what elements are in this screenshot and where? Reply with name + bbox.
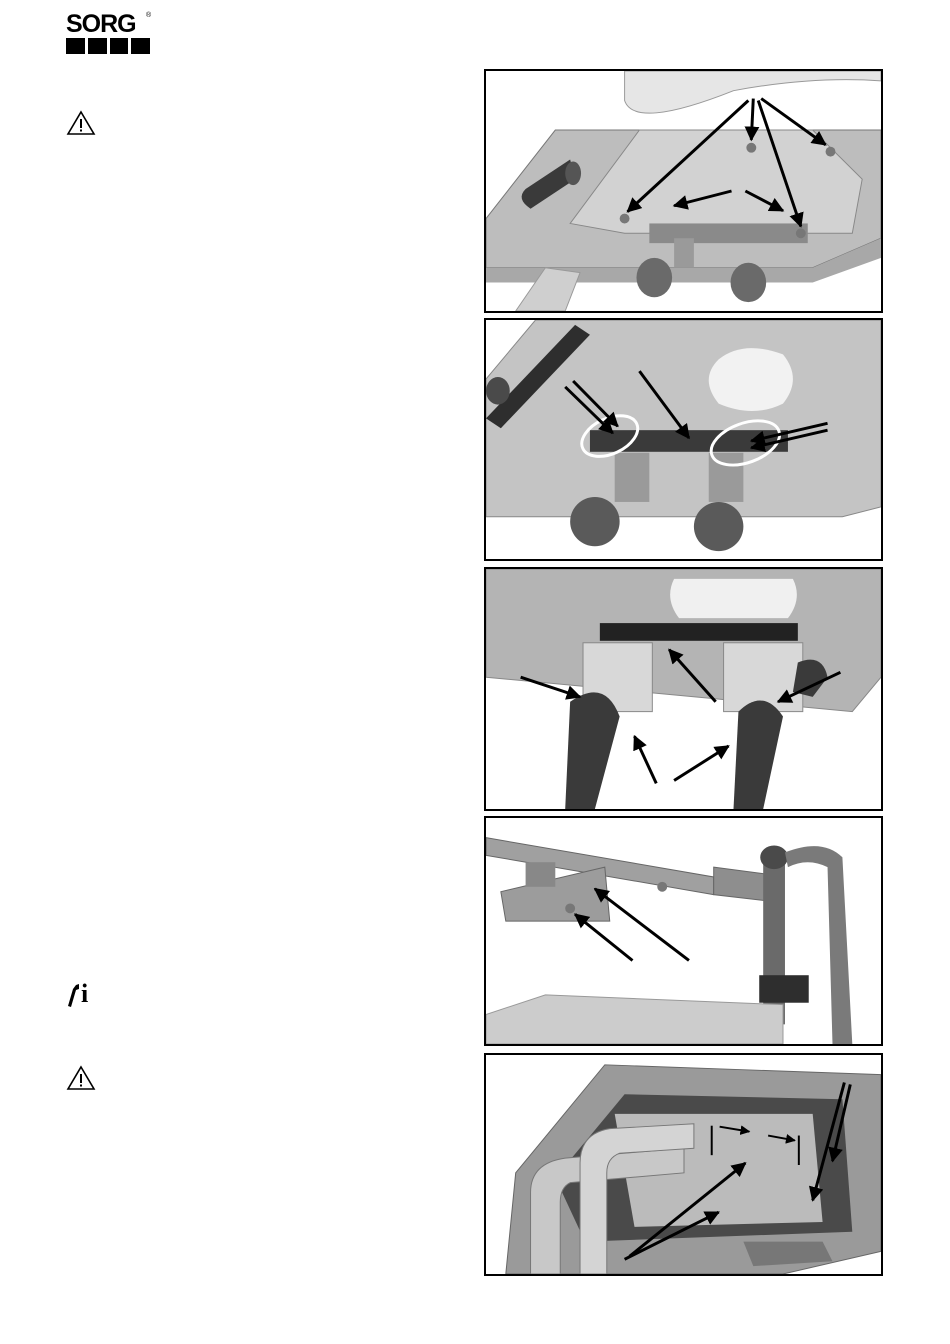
figure-seat-plate-screws [484,318,883,561]
warning-triangle-icon [66,110,96,136]
logo-blocks [66,38,150,54]
figure-frame-rail [484,816,883,1046]
wrench-info-icon [66,981,98,1011]
figure-seat-plate-top [484,69,883,313]
warning-triangle-icon [66,1065,96,1091]
figure-tube-clamps [484,567,883,811]
registered-mark: ® [146,12,152,19]
info-letter: i [81,979,89,1008]
logo-text: SORG [66,10,136,38]
sorg-logo [66,10,152,54]
figure-underside-adjustment [484,1053,883,1276]
